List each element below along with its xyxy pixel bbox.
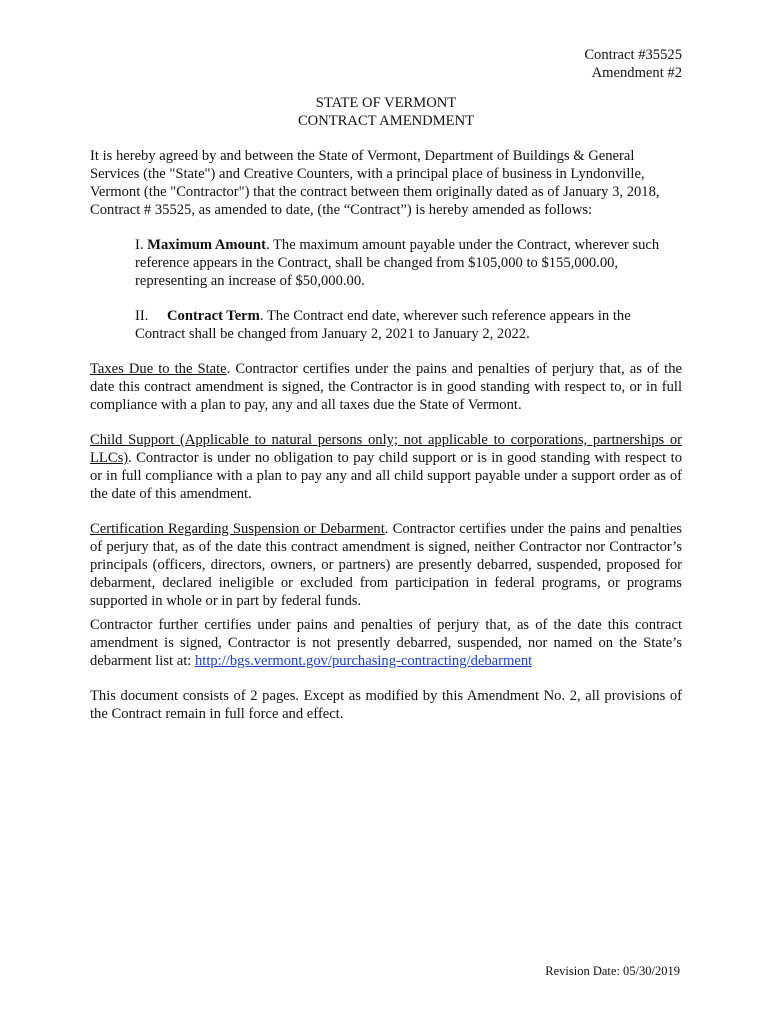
further-text: Contractor further certifies under pains and penalties of perjury that, as of the date this contract amendment is signed, Contractor is not presently debarred, suspended, nor named on the State’s debarment list at:	[90, 617, 682, 669]
child-support-section	[90, 431, 682, 503]
contract-number: Contract #35525	[584, 47, 682, 63]
taxes-text: . Contractor certifies under the pains and penalties of perjury that, as of the date this contract amendment is signed, the Contractor is in good standing with respect to, or in full compliance with a plan to pay, any and all taxes due the State of Vermont.	[90, 361, 682, 413]
document-page	[90, 46, 682, 723]
child-support-heading: Child Support (Applicable to natural persons only; not applicable to corporations, partnerships or LLCs)	[90, 432, 682, 466]
item-number: I.	[135, 237, 144, 253]
child-support-text: . Contractor is under no obligation to pay child support or is in good standing with respect to or in full compliance with a plan to pay any and all child support payable under a support order as of the date of this amendment.	[90, 450, 682, 502]
further-certification-paragraph	[90, 616, 682, 670]
item-heading: Maximum Amount	[147, 237, 266, 253]
item-number: II.	[135, 308, 149, 324]
intro-paragraph: It is hereby agreed by and between the State of Vermont, Department of Buildings & General Services (the "State") and Creative Counters, with a principal place of business in Lyndonville, Vermont (the "Contractor") that the contract between them originally dated as of January 3, 2018, Contract # 35525, as amended to date, (the “Contract”) is hereby amended as follows:	[90, 148, 660, 218]
title-line-2: CONTRACT AMENDMENT	[297, 113, 475, 129]
debarment-section	[90, 520, 682, 610]
item-text: . The maximum amount payable under the Contract, wherever such reference appears in the Contract, shall be changed from $105,000 to $155,000.00, representing an increase of $50,000.00.	[135, 237, 660, 289]
debarment-heading: Certification Regarding Suspension or Debarment	[90, 521, 385, 537]
taxes-heading: Taxes Due to the State	[90, 361, 227, 377]
item-heading: Contract Term	[167, 308, 260, 324]
debarment-text: . Contractor certifies under the pains and penalties of perjury that, as of the date this contract amendment is signed, neither Contractor nor Contractor’s principals (officers, directors, owners, or partners) are presently debarred, suspended, proposed for debarment, declared ineligible or excluded from participation in federal programs, or programs supported in whole or in part by federal funds.	[90, 521, 682, 609]
taxes-section	[90, 360, 682, 414]
amendment-number: Amendment #2	[591, 65, 682, 81]
contract-reference	[90, 46, 682, 82]
item-text: . The Contract end date, wherever such reference appears in the Contract shall be changed from January 2, 2021 to January 2, 2022.	[135, 308, 631, 342]
closing-paragraph: This document consists of 2 pages. Except as modified by this Amendment No. 2, all provisions of the Contract remain in full force and effect.	[90, 688, 682, 722]
debarment-list-link[interactable]: http://bgs.vermont.gov/purchasing-contracting/debarment	[194, 653, 533, 669]
document-title	[90, 94, 682, 130]
revision-date: Revision Date: 05/30/2019	[545, 964, 680, 978]
amendment-item-contract-term	[135, 307, 682, 343]
amendment-item-maximum-amount	[135, 236, 682, 290]
title-line-1: STATE OF VERMONT	[315, 95, 457, 111]
